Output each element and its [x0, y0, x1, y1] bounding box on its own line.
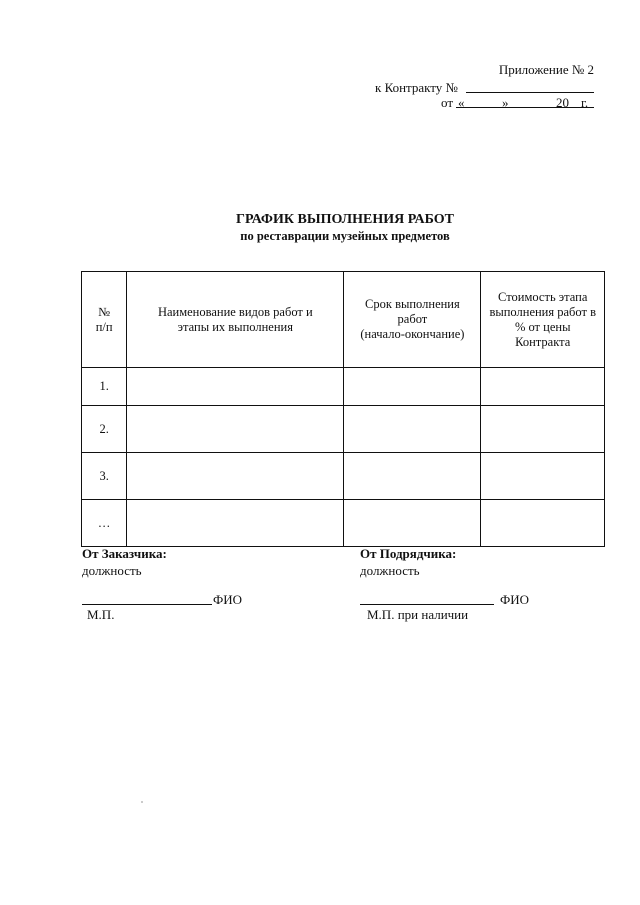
contractor-name-label: ФИО	[500, 592, 530, 607]
customer-name-label: ФИО	[213, 592, 243, 607]
row-number: 2.	[82, 406, 127, 453]
row-number: 1.	[82, 368, 127, 406]
date-prefix: от	[441, 95, 454, 110]
contract-label: к Контракту №	[375, 80, 458, 95]
date-close-quote: »	[502, 95, 509, 110]
document-subtitle: по реставрации музейных предметов	[240, 229, 450, 243]
table-row	[82, 453, 605, 500]
work-schedule-table	[81, 271, 605, 547]
contractor-stamp: М.П. при наличии	[367, 607, 469, 622]
date-year: 20	[556, 95, 569, 110]
customer-signature-line	[82, 604, 212, 605]
cell-work-name	[127, 406, 344, 453]
date-open-quote: «	[458, 95, 465, 110]
date-suffix: г.	[581, 95, 589, 110]
scan-speck	[141, 801, 143, 803]
row-number: …	[82, 500, 127, 547]
cell-work-name	[127, 453, 344, 500]
customer-heading: От Заказчика:	[82, 546, 167, 561]
table-header-row	[82, 272, 605, 368]
table-row	[82, 406, 605, 453]
table-row	[82, 500, 605, 547]
customer-position: должность	[82, 563, 142, 578]
header-work-name: Наименование видов работ и этапы их выполнения	[127, 272, 344, 368]
contract-number-line	[466, 92, 594, 93]
cell-deadline	[344, 453, 481, 500]
cell-work-name	[127, 500, 344, 547]
cell-cost	[481, 500, 605, 547]
cell-deadline	[344, 500, 481, 547]
cell-cost	[481, 368, 605, 406]
row-number: 3.	[82, 453, 127, 500]
cell-deadline	[344, 406, 481, 453]
cell-cost	[481, 453, 605, 500]
contractor-heading: От Подрядчика:	[360, 546, 457, 561]
cell-cost	[481, 406, 605, 453]
cell-deadline	[344, 368, 481, 406]
appendix-label: Приложение № 2	[498, 62, 594, 77]
contractor-signature-line	[360, 604, 494, 605]
header-number: № п/п	[82, 272, 127, 368]
document-title: ГРАФИК ВЫПОЛНЕНИЯ РАБОТ	[236, 212, 454, 227]
customer-stamp: М.П.	[87, 607, 115, 622]
header-deadline: Срок выполнения работ (начало-окончание)	[344, 272, 481, 368]
contractor-position: должность	[360, 563, 420, 578]
table-row	[82, 368, 605, 406]
header-cost: Стоимость этапа выполнения работ в % от цены Контракта	[481, 272, 605, 368]
date-line	[456, 107, 594, 108]
cell-work-name	[127, 368, 344, 406]
